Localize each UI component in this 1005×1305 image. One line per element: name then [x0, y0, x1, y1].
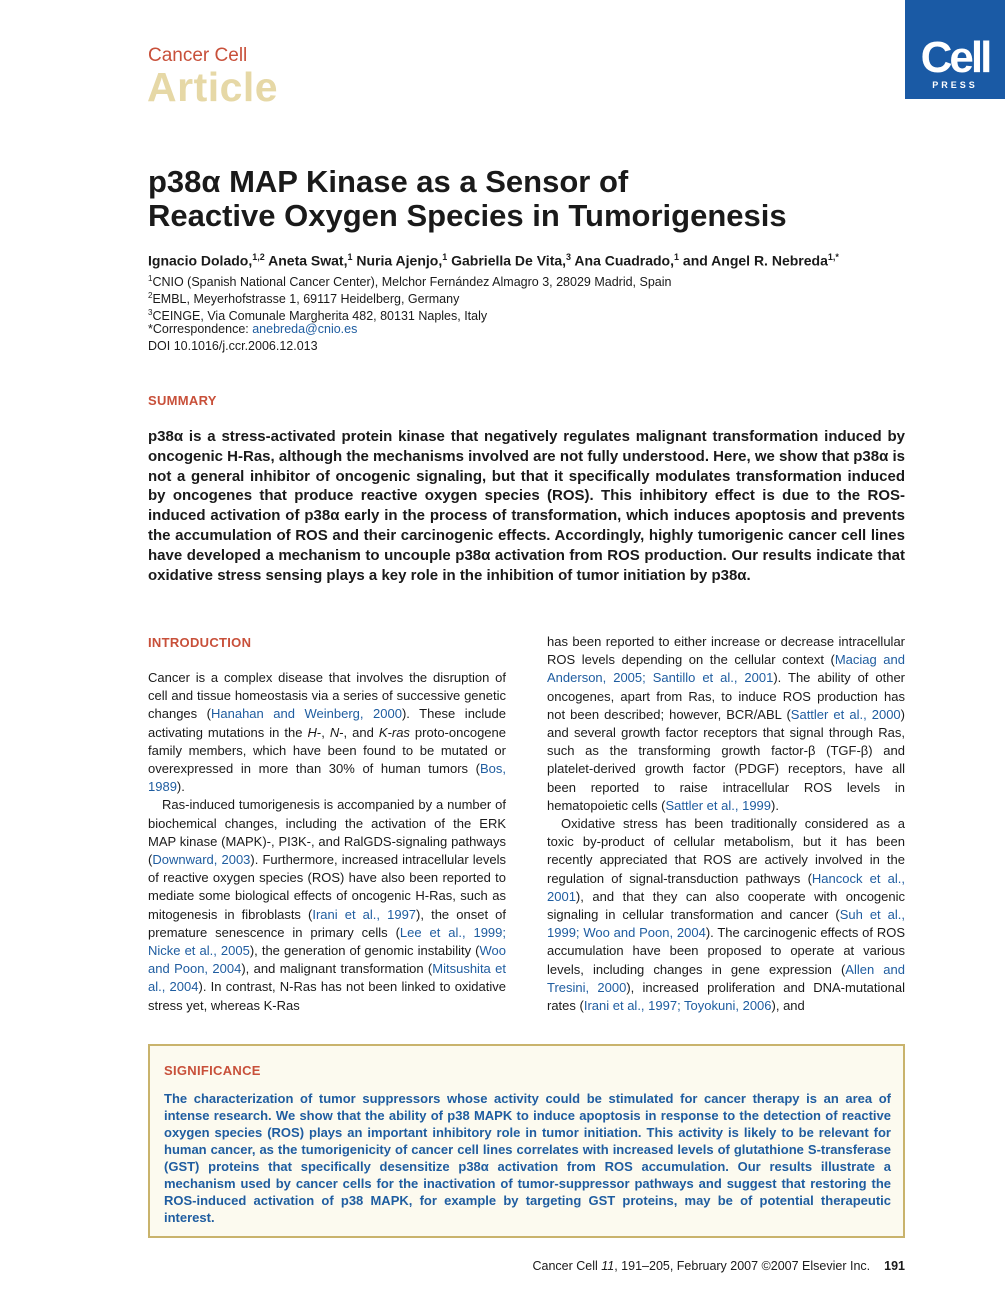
page-footer [532, 1259, 905, 1273]
logo-word: Cell [920, 33, 990, 82]
affiliation-text: CNIO (Spanish National Cancer Center), Melchor Fernández Almagro 3, 28029 Madrid, Spain [152, 275, 672, 290]
citation-link[interactable]: Hancock et al., 2001 [547, 870, 905, 904]
footer-volume: 11 [601, 1259, 615, 1273]
title-line-1: p38α MAP Kinase as a Sensor of [148, 164, 629, 199]
author-name: Aneta Swat, [268, 252, 348, 269]
paragraph-text: ). The ability of other oncogenes, apart from Ras, to induce ROS production has not been described; however, BCR/ABL ( [547, 670, 906, 722]
correspondence [148, 321, 908, 338]
author-name: Ignacio Dolado, [148, 252, 253, 269]
paragraph-text: ). [176, 779, 185, 795]
paragraph-text: ) and several growth factor receptors that signal through Ras, such as the transforming growth factor-β (TGF-β) and platelet-derived growth factor (PDGF) receptors, have all been reported to raise intracellular ROS levels in hematopoietic cells ( [547, 706, 905, 813]
citation-link[interactable]: Irani et al., 1997 [312, 906, 417, 922]
intro-paragraph [547, 633, 905, 815]
affiliation-sup: 3 [148, 308, 153, 317]
title-line-2: Reactive Oxygen Species in Tumorigenesis [148, 198, 787, 233]
paragraph-text: -, [316, 724, 330, 740]
citation-link[interactable]: Hanahan and Weinberg, 2000 [211, 706, 402, 722]
affiliation-sup: 2 [148, 291, 153, 300]
affiliation-sup: 1 [148, 274, 153, 283]
citation-link[interactable]: Mitsushita et al., 2004 [148, 961, 506, 995]
article-title [148, 165, 908, 233]
journal-name: Cancer Cell [148, 45, 248, 66]
intro-column-left [148, 669, 506, 1015]
paragraph-text: Ras-induced tumorigenesis is accompanied by a number of biochemical changes, including the activation of the ERK MAP kinase (MAPK)-, PI3K-, and RalGDS-signaling pathways ( [148, 797, 506, 868]
paragraph-text: ). [771, 797, 779, 813]
author-affil-sup: 3 [566, 252, 572, 262]
citation-link[interactable]: Woo and Poon, 2004 [148, 943, 506, 977]
paragraph-text: -, and [339, 724, 379, 740]
footer-citation: , 191–205, February 2007 ©2007 Elsevier Inc. [614, 1259, 871, 1273]
citation-link[interactable]: Suh et al., 1999; Woo and Poon, 2004 [547, 907, 905, 941]
author-affil-sup: 1,* [827, 252, 839, 262]
significance-box [148, 1044, 905, 1238]
significance-text: The characterization of tumor suppressors whose activity could be stimulated for cancer therapy is an area of intense research. We show that the ability of p38 MAPK to induce apoptosis in response to the detection of reactive oxygen species (ROS) plays an important inhibitory role in tumor initiation. This activity is likely to be relevant for human cancer, as the tumorigenicity of cancer cell lines correlates with increased levels of glutathione S-transferase (GST) proteins that specifically desensitize p38α activation from ROS accumulation. Our results illustrate a mechanism used by cancer cells for the inactivation of tumor-suppressor pathways and suggest that restoring the ROS-induced activation of p38 MAPK, for example by targeting GST proteins, may be of potential therapeutic interest. [164, 1091, 891, 1225]
intro-column-right [547, 633, 905, 1015]
paragraph-text: ). These include activating mutations in the [148, 706, 506, 740]
summary-heading: SUMMARY [148, 393, 217, 408]
author-affil-sup: 1 [674, 252, 680, 262]
page-number: 191 [884, 1259, 905, 1273]
citation-link[interactable]: Bos, 1989 [148, 761, 506, 795]
affiliation-text: CEINGE, Via Comunale Margherita 482, 80131 Naples, Italy [152, 309, 488, 324]
citation-link[interactable]: Irani et al., 1997; Toyokuni, 2006 [583, 998, 772, 1014]
paragraph-text: ), and that they can also cooperate with oncogenic signaling in cellular transformation and cancer ( [547, 888, 905, 923]
citation-link[interactable]: Maciag and Anderson, 2005; Santillo et al., 2001 [547, 652, 905, 686]
paragraph-text: Cancer is a complex disease that involves the disruption of cell and tissue homeostasis via a series of successive genetic changes ( [148, 670, 506, 722]
article-type: Article [147, 64, 279, 110]
introduction-heading: INTRODUCTION [148, 635, 252, 650]
logo-sub: PRESS [932, 80, 978, 90]
paragraph-text: ), the generation of genomic instability ( [249, 943, 480, 959]
citation-link[interactable]: Sattler et al., 2000 [790, 706, 901, 722]
citation-link[interactable]: Lee et al., 1999; Nicke et al., 2005 [148, 924, 506, 959]
italic-text: K-ras [378, 724, 410, 740]
paragraph-text: ), and [771, 998, 805, 1014]
author-list [148, 252, 839, 269]
paragraph-text: ). In contrast, N-Ras has not been linked to oxidative stress yet, whereas K-Ras [148, 979, 507, 1013]
intro-paragraph [547, 815, 905, 1015]
author-name: and Angel R. Nebreda [682, 252, 828, 269]
summary-text: p38α is a stress-activated protein kinase that negatively regulates malignant transformation induced by oncogenic H-Ras, although the mechanisms involved are not fully understood. Here, we show that p38α is not a general inhibitor of oncogenic signaling, but that it specifically modulates transformation induced by oncogenes that produce reactive oxygen species (ROS). This inhibitory effect is due to the ROS-induced activation of p38α early in the process of transformation, which induces apoptosis and prevents the accumulation of ROS and their carcinogenic effects. Accordingly, highly tumorigenic cancer cell lines have developed a mechanism to uncouple p38α activation from ROS production. Our results indicate that oxidative stress sensing plays a key role in the inhibition of tumor initiation by p38α. [148, 428, 905, 584]
italic-text: N [329, 724, 340, 740]
correspondence-label: *Correspondence: [148, 322, 253, 336]
paragraph-text: ). Furthermore, increased intracellular levels of reactive oxygen species (ROS) have also been reported to mediate some biological effects of oncogenic H-Ras, such as mitogenesis in fibroblasts ( [148, 852, 506, 922]
paragraph-text: Oxidative stress has been traditionally considered as a toxic by-product of cellular metabolism, but it has been recently appreciated that ROS are actively involved in the regulation of signal-transduction pathways ( [547, 816, 905, 886]
doi: DOI 10.1016/j.ccr.2006.12.013 [148, 339, 318, 353]
author-affil-sup: 1,2 [252, 252, 265, 262]
affiliation-text: EMBL, Meyerhofstrasse 1, 69117 Heidelberg, Germany [152, 292, 460, 307]
paragraph-text: proto-oncogene family members, which have been found to be mutated or overexpressed in more than 30% of human tumors ( [148, 724, 506, 777]
author-name: Gabriella De Vita, [451, 252, 567, 269]
paragraph-text: has been reported to either increase or decrease intracellular ROS levels depending on the cellular context ( [547, 634, 905, 668]
author-affil-sup: 1 [442, 252, 448, 262]
correspondence-email-link[interactable]: anebreda@cnio.es [252, 322, 358, 336]
author-name: Ana Cuadrado, [574, 252, 674, 269]
paragraph-text: ), the onset of premature senescence in primary cells ( [148, 906, 506, 940]
intro-paragraph [148, 669, 506, 796]
footer-journal: Cancer Cell [532, 1259, 602, 1273]
paragraph-text: ), increased proliferation and DNA-mutational rates ( [547, 979, 905, 1014]
cell-press-logo [905, 0, 1005, 99]
citation-link[interactable]: Allen and Tresini, 2000 [547, 961, 905, 995]
citation-link[interactable]: Sattler et al., 1999 [665, 797, 772, 813]
significance-heading: SIGNIFICANCE [164, 1063, 261, 1078]
paragraph-text: ), and malignant transformation ( [241, 961, 433, 977]
intro-paragraph [148, 796, 506, 1014]
paragraph-text: ). The carcinogenic effects of ROS accumulation have been proposed to operate at various levels, including changes in gene expression ( [547, 925, 905, 977]
italic-text: H [307, 724, 317, 740]
citation-link[interactable]: Downward, 2003 [152, 852, 251, 868]
author-affil-sup: 1 [347, 252, 353, 262]
author-name: Nuria Ajenjo, [356, 252, 443, 269]
